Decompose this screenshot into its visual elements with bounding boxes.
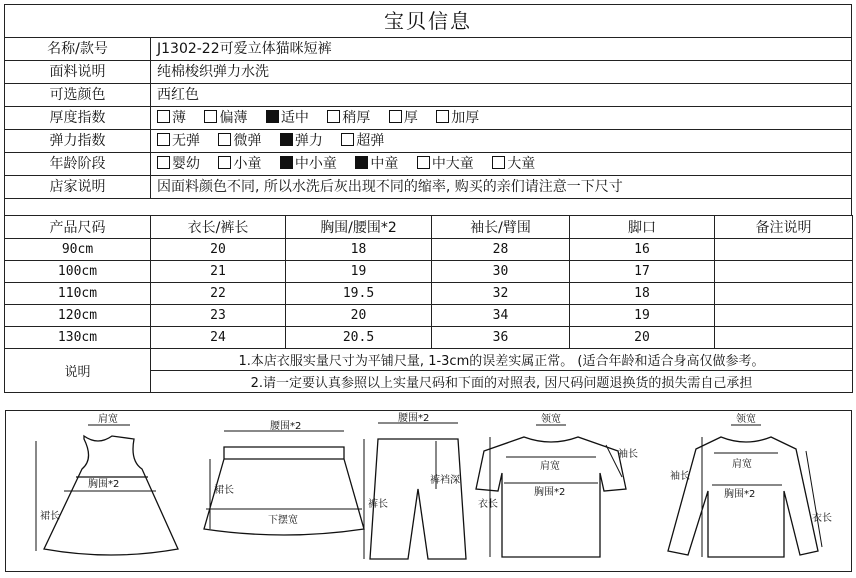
table-row [5, 261, 853, 283]
sheet-title: 宝贝信息 [5, 5, 852, 38]
length-cell: 21 [151, 261, 286, 283]
remark-cell [715, 327, 853, 349]
checkbox-icon [327, 110, 340, 123]
checkbox-icon [218, 133, 231, 146]
color-value: 西红色 [151, 84, 852, 107]
size-cell: 110cm [5, 283, 151, 305]
dress-chest-label: 胸围*2 [88, 479, 120, 490]
length-cell: 20 [151, 239, 286, 261]
measurement-diagram [5, 410, 852, 572]
sleeve-cell: 36 [432, 327, 570, 349]
fabric-label: 面料说明 [5, 61, 151, 84]
chest-cell: 18 [286, 239, 432, 261]
thickness-option: 偏薄 [204, 108, 247, 128]
thickness-options [151, 107, 852, 130]
size-table [4, 215, 853, 393]
length-cell: 22 [151, 283, 286, 305]
elastic-label: 弹力指数 [5, 130, 151, 153]
age-options [151, 153, 852, 176]
chest-cell: 20.5 [286, 327, 432, 349]
dress-length-label: 裙长 [40, 511, 60, 522]
col-header: 袖长/臂围 [432, 216, 570, 239]
note-line-1: 1.本店衣服实量尺寸为平铺尺量, 1-3cm的误差实属正常。 (适合年龄和适合身高仅做参考。 [151, 349, 853, 371]
notes-row [5, 349, 853, 371]
tee-sleeve-label: 袖长 [618, 449, 638, 460]
checkbox-icon [417, 156, 430, 169]
note-line-2: 2.请一定要认真参照以上实量尺码和下面的对照表, 因尺码问题退换货的损失需自己承担 [151, 371, 853, 393]
sleeve-cell: 34 [432, 305, 570, 327]
length-cell: 23 [151, 305, 286, 327]
remark-cell [715, 305, 853, 327]
chest-cell: 19.5 [286, 283, 432, 305]
checkbox-icon [436, 110, 449, 123]
elastic-option: 无弹 [157, 131, 200, 151]
col-header: 脚口 [570, 216, 715, 239]
pants-rise-label: 裤裆深 [430, 475, 460, 486]
tee-length-label: 衣长 [478, 499, 498, 510]
size-cell: 100cm [5, 261, 151, 283]
length-cell: 24 [151, 327, 286, 349]
shop-value: 因面料颜色不同, 所以水洗后灰出现不同的缩率, 购买的亲们请注意一下尺寸 [151, 176, 852, 199]
col-header: 备注说明 [715, 216, 853, 239]
checkbox-icon [280, 156, 293, 169]
col-header: 产品尺码 [5, 216, 151, 239]
notes-label: 说明 [5, 349, 151, 393]
size-cell: 90cm [5, 239, 151, 261]
age-option: 中童 [355, 154, 398, 174]
tee-shoulder-label: 肩宽 [540, 461, 560, 472]
checkbox-icon [218, 156, 231, 169]
spacer-row [5, 199, 852, 216]
cuff-cell: 19 [570, 305, 715, 327]
elastic-options [151, 130, 852, 153]
chest-cell: 19 [286, 261, 432, 283]
thickness-option: 稍厚 [327, 108, 370, 128]
chest-cell: 20 [286, 305, 432, 327]
checkbox-icon [341, 133, 354, 146]
size-cell: 120cm [5, 305, 151, 327]
checkbox-icon [157, 156, 170, 169]
ls-sleeve-label: 袖长 [670, 471, 690, 482]
cuff-cell: 17 [570, 261, 715, 283]
elastic-option: 微弹 [218, 131, 261, 151]
skirt-hem-label: 下摆宽 [268, 515, 298, 526]
checkbox-icon [355, 156, 368, 169]
skirt-length-label: 裙长 [214, 485, 234, 496]
ls-length-label: 衣长 [812, 513, 832, 524]
size-cell: 130cm [5, 327, 151, 349]
cuff-cell: 16 [570, 239, 715, 261]
checkbox-icon [280, 133, 293, 146]
checkbox-icon [389, 110, 402, 123]
remark-cell [715, 283, 853, 305]
size-header-row [5, 216, 853, 239]
checkbox-icon [157, 110, 170, 123]
thickness-option: 厚 [389, 108, 418, 128]
sleeve-cell: 30 [432, 261, 570, 283]
measure-lines [36, 423, 822, 559]
remark-cell [715, 261, 853, 283]
remark-cell [715, 239, 853, 261]
table-row [5, 239, 853, 261]
age-option: 小童 [218, 154, 261, 174]
tee-chest-label: 胸围*2 [534, 487, 566, 498]
age-label: 年龄阶段 [5, 153, 151, 176]
garment-illustrations [6, 411, 851, 571]
ls-shoulder-label: 肩宽 [732, 459, 752, 470]
checkbox-icon [266, 110, 279, 123]
skirt-waist-label: 腰围*2 [270, 421, 302, 432]
thickness-label: 厚度指数 [5, 107, 151, 130]
table-row [5, 327, 853, 349]
info-table [4, 4, 852, 216]
checkbox-icon [492, 156, 505, 169]
table-row [5, 305, 853, 327]
col-header: 衣长/裤长 [151, 216, 286, 239]
tee-collar-label: 领宽 [541, 414, 561, 425]
cuff-cell: 18 [570, 283, 715, 305]
dress-shoulder-label: 肩宽 [98, 414, 118, 425]
age-option: 婴幼 [157, 154, 200, 174]
checkbox-icon [157, 133, 170, 146]
sleeve-cell: 28 [432, 239, 570, 261]
fabric-value: 纯棉梭织弹力水洗 [151, 61, 852, 84]
age-option: 大童 [492, 154, 535, 174]
pants-length-label: 裤长 [368, 499, 388, 510]
elastic-option: 弹力 [280, 131, 323, 151]
table-row [5, 283, 853, 305]
product-info-sheet [4, 4, 852, 393]
cuff-cell: 20 [570, 327, 715, 349]
thickness-option: 适中 [266, 108, 309, 128]
name-label: 名称/款号 [5, 38, 151, 61]
ls-chest-label: 胸围*2 [724, 489, 756, 500]
color-label: 可选颜色 [5, 84, 151, 107]
checkbox-icon [204, 110, 217, 123]
age-option: 中大童 [417, 154, 474, 174]
pants-waist-label: 腰围*2 [398, 413, 430, 424]
col-header: 胸围/腰围*2 [286, 216, 432, 239]
thickness-option: 加厚 [436, 108, 479, 128]
age-option: 中小童 [280, 154, 337, 174]
dress-outline [44, 436, 178, 555]
thickness-option: 薄 [157, 108, 186, 128]
name-value: J1302-22可爱立体猫咪短裤 [151, 38, 852, 61]
elastic-option: 超弹 [341, 131, 384, 151]
shop-label: 店家说明 [5, 176, 151, 199]
sleeve-cell: 32 [432, 283, 570, 305]
ls-collar-label: 领宽 [736, 414, 756, 425]
